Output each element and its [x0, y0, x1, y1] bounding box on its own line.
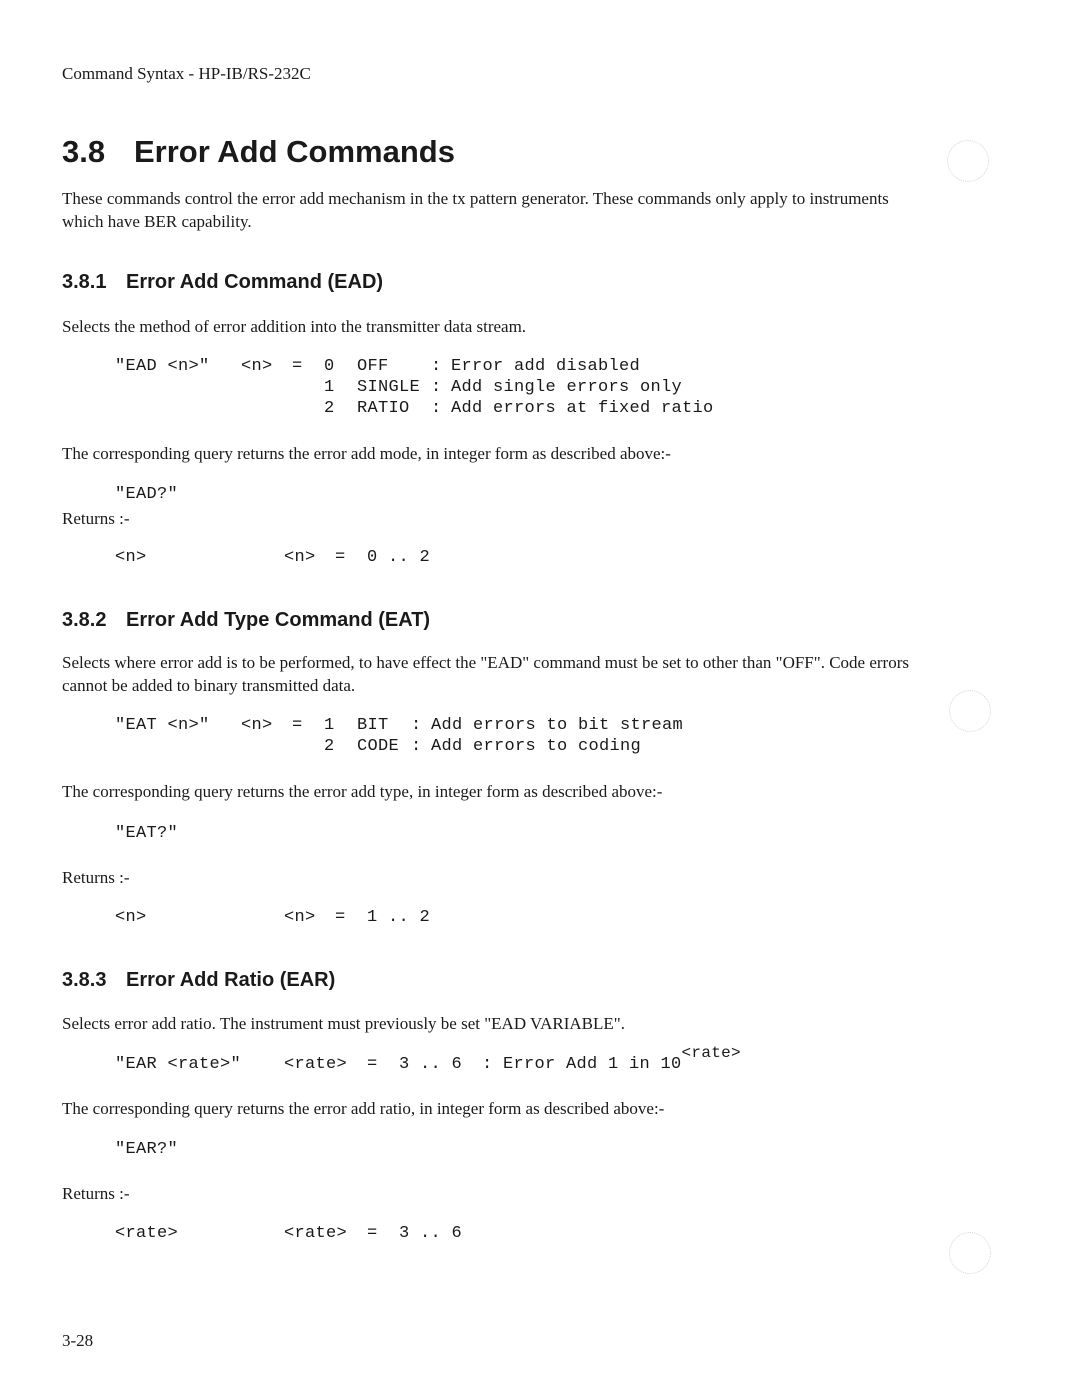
eat-equals: =: [292, 716, 303, 735]
section-title: Error Add Commands: [134, 134, 455, 169]
ear-return-def-param: <rate>: [284, 1224, 348, 1243]
eat-return-equals: =: [335, 908, 346, 927]
binder-hole: [947, 140, 989, 182]
eat-param: <n>: [241, 716, 273, 735]
ead-query-text: The corresponding query returns the error add mode, in integer form as described above:-: [62, 444, 671, 463]
subsection-heading-ead: [62, 271, 383, 294]
ear-returns-label: Returns :-: [62, 1184, 130, 1203]
ear-description: Selects error add ratio. The instrument must previously be set "EAD VARIABLE".: [62, 1014, 625, 1033]
ear-return-param: <rate>: [115, 1224, 179, 1243]
option-separator: :: [411, 716, 422, 735]
ead-return-equals: =: [335, 548, 346, 567]
binder-hole: [949, 1232, 991, 1274]
ead-returns-label: Returns :-: [62, 509, 130, 528]
subsection-heading-ear: [62, 969, 335, 992]
ear-definition: [503, 1044, 741, 1074]
option-description: Add errors to bit stream: [431, 716, 684, 735]
ear-separator: :: [482, 1055, 493, 1074]
option-separator: :: [431, 399, 442, 418]
ead-param: <n>: [241, 357, 273, 376]
option-name: CODE: [357, 737, 400, 756]
option-separator: :: [411, 737, 422, 756]
ear-return-equals: =: [367, 1224, 378, 1243]
intro-paragraph: These commands control the error add mechanism in the tx pattern generator. These commands only apply to instruments which have BER capability.: [62, 189, 889, 231]
ear-definition-text: Error Add 1 in 10: [503, 1055, 682, 1074]
section-number: 3.8: [62, 134, 106, 169]
ead-query: "EAD?": [115, 485, 179, 504]
option-name: BIT: [357, 716, 389, 735]
binder-hole: [949, 690, 991, 732]
ead-return-def-param: <n>: [284, 548, 316, 567]
option-separator: :: [431, 357, 442, 376]
subsection-number: 3.8.1: [62, 271, 107, 293]
ead-return-range: 0 .. 2: [367, 548, 431, 567]
option-value: 1: [324, 716, 335, 735]
ear-param: <rate>: [284, 1055, 348, 1074]
option-name: RATIO: [357, 399, 410, 418]
option-value: 1: [324, 378, 335, 397]
option-description: Error add disabled: [451, 357, 641, 376]
ear-definition-exponent: <rate>: [681, 1044, 741, 1062]
ead-command: "EAD <n>": [115, 357, 210, 376]
ear-query: "EAR?": [115, 1140, 179, 1159]
option-separator: :: [431, 378, 442, 397]
option-value: 2: [324, 737, 335, 756]
option-value: 2: [324, 399, 335, 418]
option-description: Add errors to coding: [431, 737, 642, 756]
option-value: 0: [324, 357, 335, 376]
eat-query: "EAT?": [115, 824, 179, 843]
section-heading: [62, 134, 455, 170]
option-description: Add single errors only: [451, 378, 683, 397]
option-name: SINGLE: [357, 378, 421, 397]
eat-returns-label: Returns :-: [62, 868, 130, 887]
ead-return-param: <n>: [115, 548, 147, 567]
subsection-title: Error Add Ratio (EAR): [126, 969, 336, 991]
ear-equals: =: [367, 1055, 378, 1074]
subsection-number: 3.8.3: [62, 969, 107, 991]
eat-return-param: <n>: [115, 908, 147, 927]
page-number: 3-28: [62, 1331, 94, 1350]
subsection-heading-eat: [62, 609, 430, 632]
option-name: OFF: [357, 357, 389, 376]
eat-return-range: 1 .. 2: [367, 908, 431, 927]
ear-command: "EAR <rate>": [115, 1055, 242, 1074]
ear-return-range: 3 .. 6: [399, 1224, 463, 1243]
subsection-number: 3.8.2: [62, 609, 107, 631]
eat-return-def-param: <n>: [284, 908, 316, 927]
eat-command: "EAT <n>": [115, 716, 210, 735]
ead-description: Selects the method of error addition into the transmitter data stream.: [62, 317, 527, 336]
subsection-title: Error Add Type Command (EAT): [126, 609, 431, 631]
ear-range: 3 .. 6: [399, 1055, 463, 1074]
ead-equals: =: [292, 357, 303, 376]
option-description: Add errors at fixed ratio: [451, 399, 714, 418]
running-header: Command Syntax - HP-IB/RS-232C: [62, 64, 311, 83]
ear-query-text: The corresponding query returns the error add ratio, in integer form as described above:-: [62, 1099, 665, 1118]
subsection-title: Error Add Command (EAD): [126, 271, 384, 293]
eat-query-text: The corresponding query returns the error add type, in integer form as described above:-: [62, 782, 663, 801]
eat-description: Selects where error add is to be performed, to have effect the "EAD" command must be set to other than "OFF". Code errors cannot be added to binary transmitted data.: [62, 653, 909, 695]
